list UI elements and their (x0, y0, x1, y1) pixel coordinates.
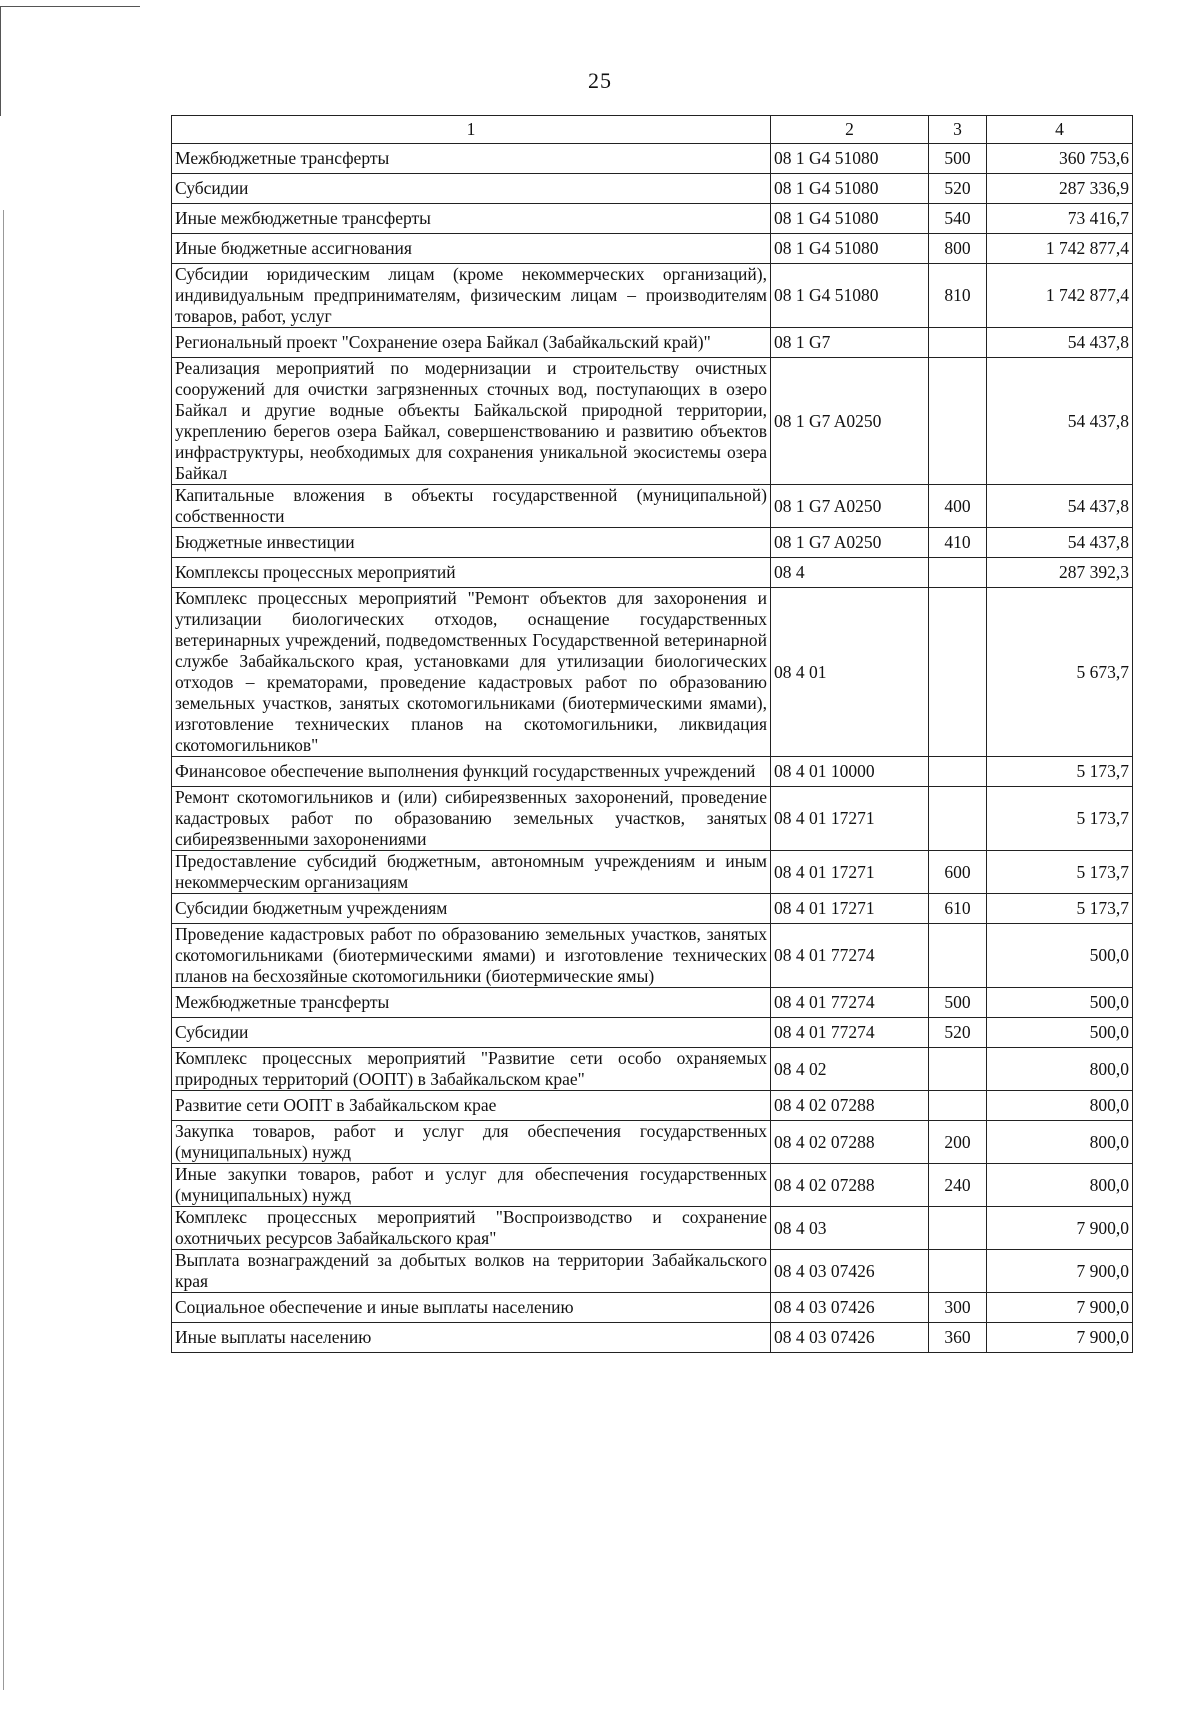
row-name-cell: Комплекс процессных мероприятий "Ремонт объектов для захоронения и утилизации биологических отходов, оснащение государственных ветеринарных учреждений, подведомственных Государственной ветеринарной службе Забайкальского края, установками для утилизации биологических отходов – крематорами, проведение кадастровых работ по образованию земельных участков, занятых скотомогильниками (биотермическими ямами), изготовление технических планов на скотомогильники, ликвидация скотомогильников" (172, 588, 771, 757)
row-amount-cell: 5 173,7 (987, 894, 1133, 924)
row-type-cell (929, 924, 987, 988)
row-amount-cell: 7 900,0 (987, 1250, 1133, 1293)
table-row (172, 234, 1133, 264)
row-code-cell: 08 4 02 07288 (771, 1121, 929, 1164)
table-row (172, 1323, 1133, 1353)
row-type-cell: 500 (929, 988, 987, 1018)
row-name-cell: Комплекс процессных мероприятий "Развитие сети особо охраняемых природных территорий (ООПТ) в Забайкальском крае" (172, 1048, 771, 1091)
row-amount-cell: 7 900,0 (987, 1323, 1133, 1353)
row-amount-cell: 73 416,7 (987, 204, 1133, 234)
table-row (172, 358, 1133, 485)
column-header-3: 3 (929, 116, 987, 144)
row-amount-cell: 7 900,0 (987, 1207, 1133, 1250)
row-type-cell: 300 (929, 1293, 987, 1323)
table-row (172, 1293, 1133, 1323)
row-code-cell: 08 4 01 (771, 588, 929, 757)
row-amount-cell: 287 336,9 (987, 174, 1133, 204)
table-row (172, 988, 1133, 1018)
row-amount-cell: 54 437,8 (987, 528, 1133, 558)
table-row (172, 588, 1133, 757)
table-row (172, 757, 1133, 787)
table-row (172, 174, 1133, 204)
row-amount-cell: 360 753,6 (987, 144, 1133, 174)
row-name-cell: Бюджетные инвестиции (172, 528, 771, 558)
row-name-cell: Комплексы процессных мероприятий (172, 558, 771, 588)
row-amount-cell: 54 437,8 (987, 328, 1133, 358)
row-amount-cell: 800,0 (987, 1048, 1133, 1091)
table-body (172, 144, 1133, 1353)
row-type-cell: 600 (929, 851, 987, 894)
row-amount-cell: 54 437,8 (987, 358, 1133, 485)
row-type-cell (929, 787, 987, 851)
row-code-cell: 08 1 G7 (771, 328, 929, 358)
row-type-cell: 610 (929, 894, 987, 924)
row-type-cell (929, 558, 987, 588)
column-header-2: 2 (771, 116, 929, 144)
row-type-cell: 810 (929, 264, 987, 328)
row-code-cell: 08 4 03 07426 (771, 1250, 929, 1293)
row-name-cell: Капитальные вложения в объекты государственной (муниципальной) собственности (172, 485, 771, 528)
row-name-cell: Предоставление субсидий бюджетным, автономным учреждениям и иным некоммерческим организациям (172, 851, 771, 894)
row-amount-cell: 1 742 877,4 (987, 264, 1133, 328)
row-name-cell: Закупка товаров, работ и услуг для обеспечения государственных (муниципальных) нужд (172, 1121, 771, 1164)
row-code-cell: 08 4 01 10000 (771, 757, 929, 787)
row-name-cell: Субсидии (172, 1018, 771, 1048)
row-name-cell: Проведение кадастровых работ по образованию земельных участков, занятых скотомогильниками (биотермическими ямами) и изготовление технических планов на бесхозяйные скотомогильники (биотермические ямы) (172, 924, 771, 988)
row-type-cell (929, 328, 987, 358)
row-code-cell: 08 1 G4 51080 (771, 204, 929, 234)
row-type-cell (929, 358, 987, 485)
table-row (172, 1048, 1133, 1091)
row-type-cell: 240 (929, 1164, 987, 1207)
row-name-cell: Финансовое обеспечение выполнения функций государственных учреждений (172, 757, 771, 787)
row-amount-cell: 5 173,7 (987, 757, 1133, 787)
row-amount-cell: 500,0 (987, 1018, 1133, 1048)
row-name-cell: Межбюджетные трансферты (172, 144, 771, 174)
scan-edge-left-lower (3, 210, 4, 1690)
row-code-cell: 08 1 G4 51080 (771, 174, 929, 204)
column-header-1: 1 (172, 116, 771, 144)
row-code-cell: 08 4 02 07288 (771, 1164, 929, 1207)
row-type-cell: 500 (929, 144, 987, 174)
row-name-cell: Межбюджетные трансферты (172, 988, 771, 1018)
row-type-cell (929, 1091, 987, 1121)
scan-edge-left (0, 6, 1, 116)
row-code-cell: 08 4 01 17271 (771, 851, 929, 894)
row-type-cell (929, 1207, 987, 1250)
row-amount-cell: 54 437,8 (987, 485, 1133, 528)
table-row (172, 144, 1133, 174)
row-code-cell: 08 4 02 (771, 1048, 929, 1091)
row-type-cell: 520 (929, 174, 987, 204)
row-name-cell: Иные межбюджетные трансферты (172, 204, 771, 234)
scan-edge-top (0, 6, 140, 7)
row-code-cell: 08 1 G7 A0250 (771, 358, 929, 485)
row-name-cell: Субсидии (172, 174, 771, 204)
table-row (172, 894, 1133, 924)
row-name-cell: Социальное обеспечение и иные выплаты населению (172, 1293, 771, 1323)
row-name-cell: Иные бюджетные ассигнования (172, 234, 771, 264)
table-row (172, 328, 1133, 358)
row-code-cell: 08 4 02 07288 (771, 1091, 929, 1121)
row-name-cell: Выплата вознаграждений за добытых волков на территории Забайкальского края (172, 1250, 771, 1293)
row-type-cell: 360 (929, 1323, 987, 1353)
table-row (172, 558, 1133, 588)
row-amount-cell: 5 173,7 (987, 787, 1133, 851)
row-code-cell: 08 4 (771, 558, 929, 588)
row-code-cell: 08 1 G4 51080 (771, 264, 929, 328)
row-code-cell: 08 4 01 77274 (771, 988, 929, 1018)
row-type-cell (929, 1250, 987, 1293)
budget-table (171, 115, 1133, 1353)
row-type-cell: 800 (929, 234, 987, 264)
row-code-cell: 08 4 03 07426 (771, 1323, 929, 1353)
row-name-cell: Иные закупки товаров, работ и услуг для обеспечения государственных (муниципальных) нужд (172, 1164, 771, 1207)
row-amount-cell: 5 673,7 (987, 588, 1133, 757)
table-row (172, 787, 1133, 851)
row-amount-cell: 1 742 877,4 (987, 234, 1133, 264)
table-row (172, 528, 1133, 558)
row-name-cell: Развитие сети ООПТ в Забайкальском крае (172, 1091, 771, 1121)
row-type-cell (929, 1048, 987, 1091)
row-name-cell: Субсидии бюджетным учреждениям (172, 894, 771, 924)
row-amount-cell: 500,0 (987, 924, 1133, 988)
row-code-cell: 08 4 03 (771, 1207, 929, 1250)
table-row (172, 485, 1133, 528)
column-header-4: 4 (987, 116, 1133, 144)
table-row (172, 1018, 1133, 1048)
row-code-cell: 08 4 01 17271 (771, 787, 929, 851)
row-type-cell: 200 (929, 1121, 987, 1164)
table-row (172, 204, 1133, 234)
row-amount-cell: 287 392,3 (987, 558, 1133, 588)
row-code-cell: 08 4 01 77274 (771, 924, 929, 988)
row-type-cell: 400 (929, 485, 987, 528)
table-row (172, 1207, 1133, 1250)
row-amount-cell: 800,0 (987, 1164, 1133, 1207)
row-name-cell: Региональный проект "Сохранение озера Байкал (Забайкальский край)" (172, 328, 771, 358)
row-code-cell: 08 4 03 07426 (771, 1293, 929, 1323)
row-amount-cell: 5 173,7 (987, 851, 1133, 894)
row-amount-cell: 7 900,0 (987, 1293, 1133, 1323)
table-row (172, 1164, 1133, 1207)
row-code-cell: 08 4 01 77274 (771, 1018, 929, 1048)
row-name-cell: Иные выплаты населению (172, 1323, 771, 1353)
row-amount-cell: 800,0 (987, 1091, 1133, 1121)
row-type-cell (929, 757, 987, 787)
page-number: 25 (588, 68, 612, 93)
table-row (172, 924, 1133, 988)
row-code-cell: 08 1 G7 A0250 (771, 485, 929, 528)
table-row (172, 851, 1133, 894)
table-header-row (172, 116, 1133, 144)
row-type-cell: 520 (929, 1018, 987, 1048)
table-row (172, 1250, 1133, 1293)
row-name-cell: Субсидии юридическим лицам (кроме некоммерческих организаций), индивидуальным предпринимателям, физическим лицам – производителям товаров, работ, услуг (172, 264, 771, 328)
table-row (172, 1091, 1133, 1121)
row-type-cell: 410 (929, 528, 987, 558)
table-row (172, 1121, 1133, 1164)
row-code-cell: 08 1 G4 51080 (771, 234, 929, 264)
row-amount-cell: 500,0 (987, 988, 1133, 1018)
row-name-cell: Комплекс процессных мероприятий "Воспроизводство и сохранение охотничьих ресурсов Забайкальского края" (172, 1207, 771, 1250)
row-type-cell: 540 (929, 204, 987, 234)
row-code-cell: 08 1 G7 A0250 (771, 528, 929, 558)
row-name-cell: Реализация мероприятий по модернизации и строительству очистных сооружений для очистки загрязненных сточных вод, поступающих в озеро Байкал и другие водные объекты Байкальской природной территории, укреплению берегов озера Байкал, совершенствованию и развитию объектов инфраструктуры, необходимых для сохранения уникальной экосистемы озера Байкал (172, 358, 771, 485)
row-type-cell (929, 588, 987, 757)
row-code-cell: 08 4 01 17271 (771, 894, 929, 924)
row-name-cell: Ремонт скотомогильников и (или) сибиреязвенных захоронений, проведение кадастровых работ по образованию земельных участков, занятых сибиреязвенными захоронениями (172, 787, 771, 851)
row-amount-cell: 800,0 (987, 1121, 1133, 1164)
table-row (172, 264, 1133, 328)
row-code-cell: 08 1 G4 51080 (771, 144, 929, 174)
